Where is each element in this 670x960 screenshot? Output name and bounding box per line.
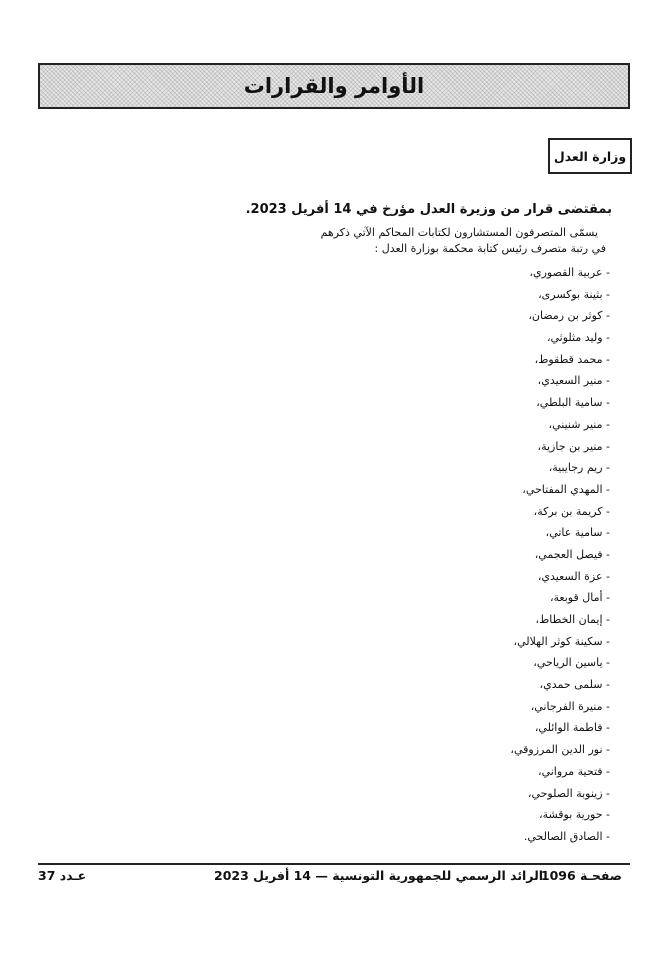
page-number: صفحـة 1096 bbox=[540, 868, 622, 883]
list-item: - سامية عاتي، bbox=[545, 526, 610, 540]
list-item: - منيرة الفرجاني، bbox=[530, 699, 610, 713]
journal-title: الرائد الرسمي للجمهورية التونسية — 14 أفريل 2023 bbox=[214, 868, 544, 883]
list-item: - ريم رجايبية، bbox=[548, 461, 610, 475]
appointee-list bbox=[510, 262, 610, 848]
list-item: - منير شنيني، bbox=[548, 417, 610, 431]
ministry-label-box bbox=[548, 138, 632, 174]
list-item: - سامية البلطي، bbox=[536, 396, 610, 410]
list-item: - محمد قطقوط، bbox=[534, 352, 610, 366]
list-item: - عربية القصوري، bbox=[529, 266, 610, 279]
issue-number: عـدد 37 bbox=[38, 868, 87, 883]
list-item: - كوثر بن رمضان، bbox=[528, 309, 610, 323]
decree-heading: بمقتضى قرار من وزيرة العدل مؤرخ في 14 أفريل 2023. bbox=[245, 202, 612, 217]
list-item: - وليد مثلوثي، bbox=[546, 331, 610, 345]
section-banner bbox=[38, 63, 630, 109]
decree-body bbox=[321, 225, 606, 257]
footer-divider bbox=[38, 863, 630, 865]
decree-body-line-2: في رتبة متصرف رئيس كتابة محكمة بوزارة العدل : bbox=[374, 242, 606, 255]
list-item: - نور الدين المرزوقي، bbox=[510, 743, 610, 757]
list-item: - أمال قوبعة، bbox=[549, 591, 610, 605]
list-item: - سلمى حمدي، bbox=[539, 678, 610, 692]
list-item: - سكينة كوثر الهلالي، bbox=[513, 634, 610, 648]
list-item: - عزة السعيدي، bbox=[537, 569, 610, 583]
list-item: - حورية بوقشة، bbox=[539, 808, 610, 822]
list-item: - فاطمة الوائلي، bbox=[534, 721, 610, 735]
list-item: - زينوبة الصلوحي، bbox=[527, 786, 610, 800]
decree-body-line-1: يسمّى المتصرفون المستشارون لكتابات المحاكم الآتي ذكرهم bbox=[320, 226, 598, 239]
list-item: - فتحية مرواني، bbox=[538, 764, 610, 778]
list-item: - بثينة بوكسرى، bbox=[538, 287, 610, 301]
page-footer bbox=[38, 868, 630, 890]
list-item: - منير السعيدي، bbox=[537, 374, 610, 388]
list-item: - الصادق الصالحي. bbox=[523, 829, 610, 843]
list-item: - فيصل العجمي، bbox=[534, 547, 610, 561]
list-item: - منير بن جازية، bbox=[537, 439, 610, 453]
list-item: - كريمة بن بركة، bbox=[533, 504, 610, 518]
list-item: - إيمان الخطاط، bbox=[535, 613, 610, 626]
list-item: - ياسين الرياحي، bbox=[533, 656, 610, 670]
list-item: - المهدي المفتاحي، bbox=[522, 482, 610, 496]
section-title: الأوامر والقرارات bbox=[243, 74, 425, 98]
ministry-label: وزارة العدل bbox=[553, 148, 627, 164]
